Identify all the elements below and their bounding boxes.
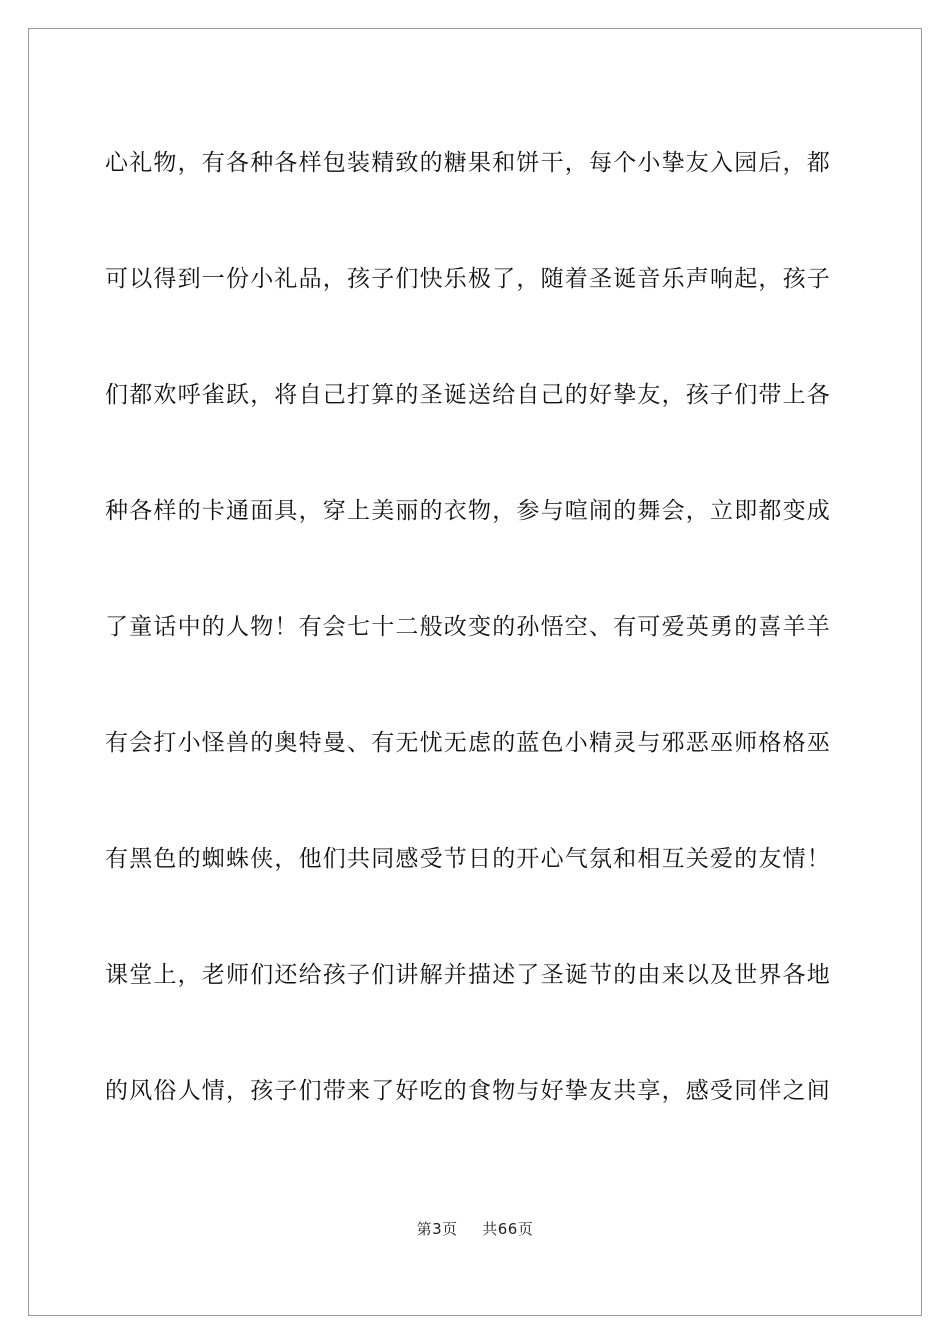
document-line: 的风俗人情，孩子们带来了好吃的食物与好挚友共享，感受同伴之间 bbox=[105, 1078, 831, 1104]
footer-current-page: 第3页 bbox=[416, 1220, 458, 1238]
document-line: 有黑色的蜘蛛侠，他们共同感受节日的开心气氛和相互关爱的友情！ bbox=[105, 846, 831, 872]
document-line: 种各样的卡通面具，穿上美丽的衣物，参与喧闹的舞会，立即都变成 bbox=[105, 498, 831, 524]
document-line: 有会打小怪兽的奥特曼、有无忧无虑的蓝色小精灵与邪恶巫师格格巫 bbox=[105, 730, 831, 756]
document-line: 课堂上，老师们还给孩子们讲解并描述了圣诞节的由来以及世界各地 bbox=[105, 962, 831, 988]
document-body bbox=[105, 105, 845, 1149]
document-line: 了童话中的人物！有会七十二般改变的孙悟空、有可爱英勇的喜羊羊 bbox=[105, 614, 831, 640]
document-line: 心礼物，有各种各样包装精致的糖果和饼干，每个小挚友入园后，都 bbox=[105, 150, 831, 176]
document-line: 们都欢呼雀跃，将自己打算的圣诞送给自己的好挚友，孩子们带上各 bbox=[105, 382, 831, 408]
document-line: 可以得到一份小礼品，孩子们快乐极了，随着圣诞音乐声响起，孩子 bbox=[105, 266, 831, 292]
page-footer bbox=[0, 1218, 950, 1239]
footer-total-pages: 共66页 bbox=[482, 1220, 534, 1238]
